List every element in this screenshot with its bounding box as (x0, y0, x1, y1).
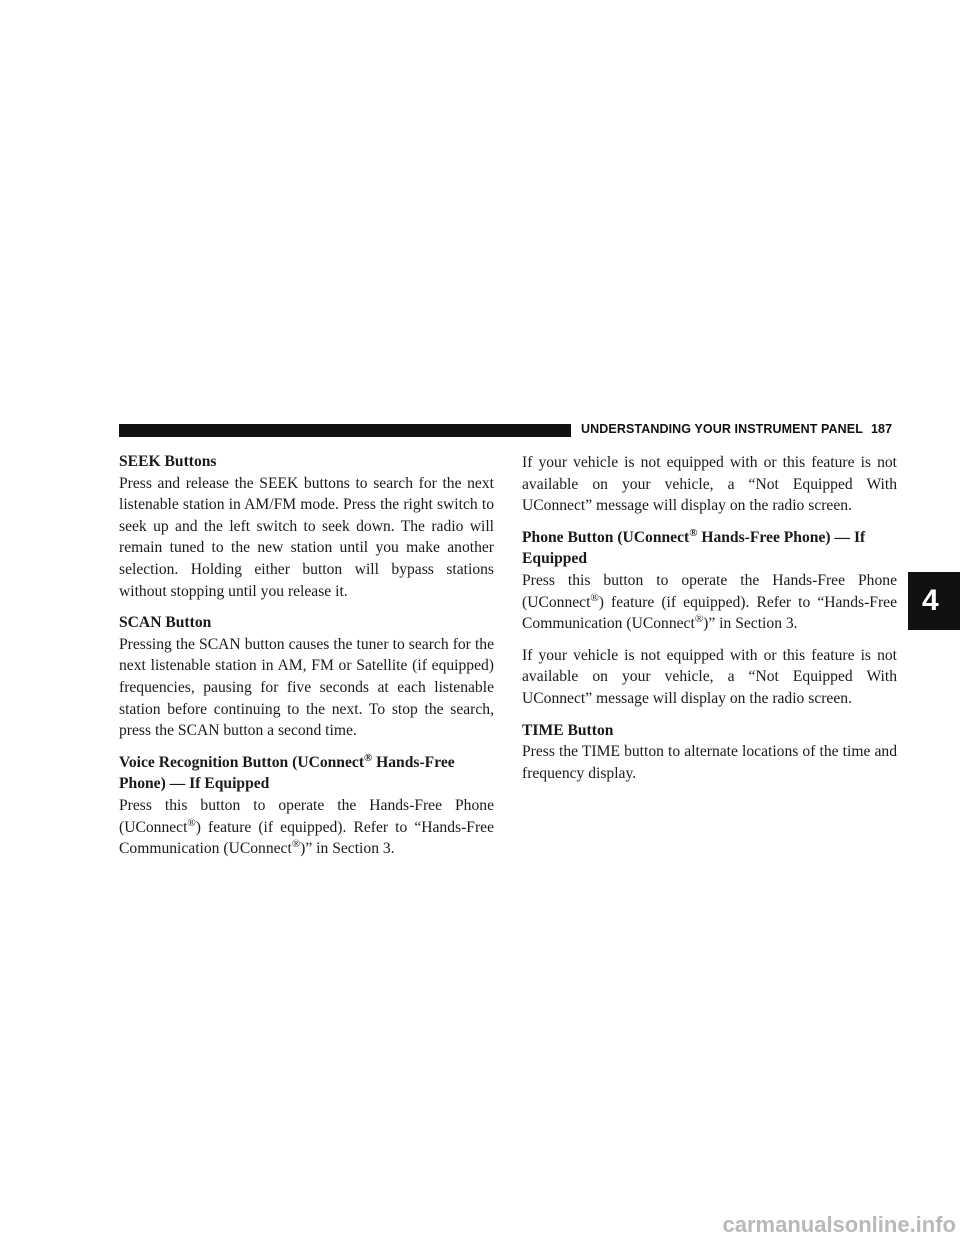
registered-mark: ® (187, 816, 196, 829)
voice-text-part-c: )” in Section 3. (300, 840, 395, 858)
scan-text: Pressing the SCAN button causes the tuner to search for the next listenable station in AM, FM or Satellite (if equipped) frequencies, pausing for five seconds at each listenable station before continuing to the next. To stop the search, press the SCAN button a second time. (119, 635, 494, 740)
time-text: Press the TIME button to alternate locations of the time and frequency display. (522, 743, 897, 782)
phone-heading-part-b: Hands-Free Phone) — If Equipped (522, 528, 866, 568)
phone-heading (522, 527, 897, 570)
phone-heading-part-a: Phone Button (UConnect (522, 528, 690, 546)
registered-mark: ® (689, 526, 698, 539)
right-column (522, 452, 897, 794)
phone-section (522, 527, 897, 635)
page-number: 187 (870, 422, 893, 436)
running-header (581, 422, 892, 436)
scan-heading: SCAN Button (119, 614, 212, 632)
header-rule (119, 424, 571, 437)
registered-mark: ® (694, 612, 704, 625)
seek-heading: SEEK Buttons (119, 453, 217, 470)
seek-text: Press and release the SEEK buttons to search for the next listenable station in AM/FM mode. Press the right switch to seek up and the left switch to seek down. The radio will remain tuned to the new station until you make another selection. Holding either button will bypass stations without stopping until you release it. (119, 474, 494, 600)
voice-heading-part-b: Hands-Free Phone) — If Equipped (119, 753, 455, 793)
voice-text-part-a: Press this button to operate the Hands-Free Phone (UConnect (119, 796, 494, 836)
seek-section (119, 451, 494, 602)
registered-mark: ® (364, 751, 373, 764)
registered-mark: ® (590, 591, 599, 604)
scan-section (119, 612, 494, 742)
not-equipped-note-2: If your vehicle is not equipped with or this feature is not available on your vehicle, a “Not Equipped With UConnect” message will display on the radio screen. (522, 646, 897, 707)
header-title: UNDERSTANDING YOUR INSTRUMENT PANEL (581, 422, 863, 436)
time-heading: TIME Button (522, 721, 614, 739)
phone-text-part-a: Press this button to operate the Hands-Free Phone (UConnect (522, 571, 897, 611)
phone-text (522, 570, 897, 635)
left-column (119, 451, 494, 870)
time-section (522, 720, 897, 785)
not-equipped-note-1: If your vehicle is not equipped with or this feature is not available on your vehicle, a “Not Equipped With UConnect” message will display on the radio screen. (522, 454, 897, 515)
voice-heading (119, 752, 494, 795)
phone-text-part-b: ) feature (if equipped). Refer to “Hands-Free Communication (UConnect (522, 593, 897, 633)
voice-text-part-b: ) feature (if equipped). Refer to “Hands-Free Communication (UConnect (119, 818, 494, 858)
section-tab: 4 (908, 572, 960, 630)
voice-text (119, 795, 494, 860)
phone-text-part-c: )” in Section 3. (703, 615, 798, 633)
voice-section (119, 752, 494, 860)
watermark: carmanualsonline.info (722, 1212, 956, 1237)
voice-heading-part-a: Voice Recognition Button (UConnect (119, 753, 365, 771)
registered-mark: ® (291, 837, 301, 850)
